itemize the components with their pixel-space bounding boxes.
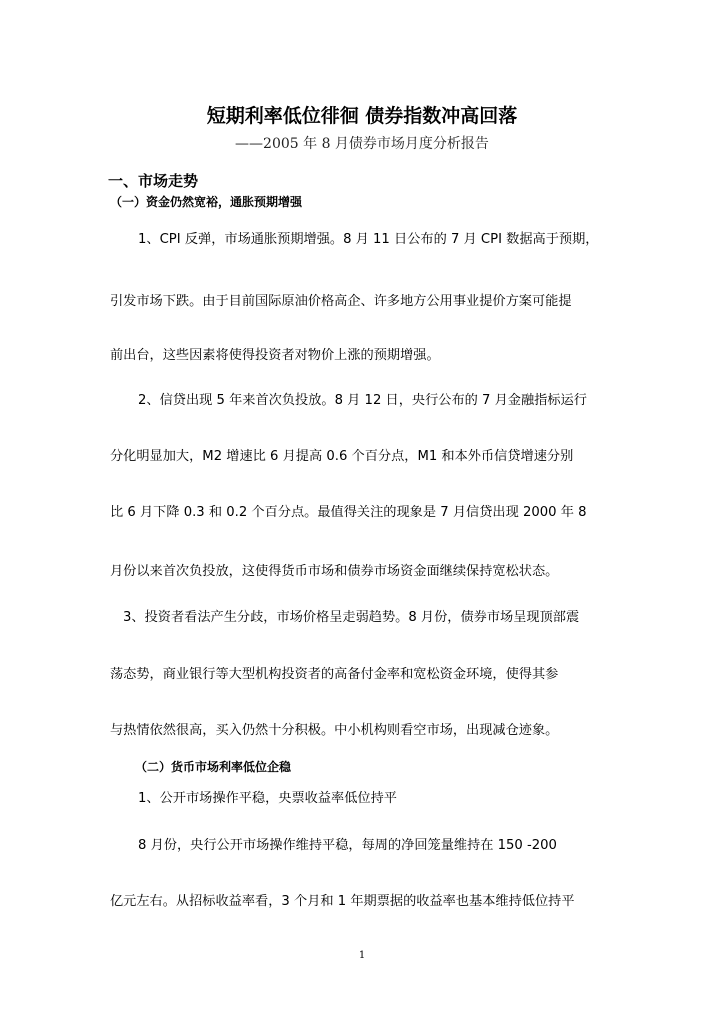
document-title: 短期利率低位徘徊 债券指数冲高回落 bbox=[206, 105, 518, 127]
paragraph-line: 月份以来首次负投放，这使得货币市场和债券市场资金面继续保持宽松状态。 bbox=[110, 564, 559, 579]
paragraph-line: 1、CPI 反弹，市场通胀预期增强。8 月 11 日公布的 7 月 CPI 数据高于预期， bbox=[138, 232, 599, 247]
paragraph-line: 亿元左右。从招标收益率看，3 个月和 1 年期票据的收益率也基本维持低位持平 bbox=[110, 894, 575, 909]
subsection-heading-money-market: （二）货币市场利率低位企稳 bbox=[135, 760, 292, 774]
paragraph-line: 2、信贷出现 5 年来首次负投放。8 月 12 日，央行公布的 7 月金融指标运行 bbox=[138, 393, 587, 408]
page-number: 1 bbox=[358, 950, 366, 961]
paragraph-line: 3、投资者看法产生分歧，市场价格呈走弱趋势。8 月份，债券市场呈现顶部震 bbox=[123, 610, 580, 625]
paragraph-line: 荡态势，商业银行等大型机构投资者的高备付金率和宽松资金环境，使得其参 bbox=[110, 667, 559, 682]
section-heading-market-trend: 一、市场走势 bbox=[108, 172, 199, 190]
paragraph-line: 8 月份，央行公开市场操作维持平稳，每周的净回笼量维持在 150 -200 bbox=[138, 838, 557, 853]
paragraph-line: 与热情依然很高，买入仍然十分积极。中小机构则看空市场，出现减仓迹象。 bbox=[110, 723, 559, 738]
paragraph-line: 分化明显加大，M2 增速比 6 月提高 0.6 个百分点，M1 和本外币信贷增速分别 bbox=[110, 449, 574, 464]
paragraph-line: 1、公开市场操作平稳，央票收益率低位持平 bbox=[138, 791, 397, 806]
paragraph-line: 前出台，这些因素将使得投资者对物价上涨的预期增强。 bbox=[110, 348, 440, 363]
paragraph-line: 引发市场下跌。由于目前国际原油价格高企、许多地方公用事业提价方案可能提 bbox=[110, 294, 572, 309]
subsection-heading-funds: （一）资金仍然宽裕，通胀预期增强 bbox=[110, 195, 303, 209]
paragraph-line: 比 6 月下降 0.3 和 0.2 个百分点。最值得关注的现象是 7 月信贷出现 2000 年 8 bbox=[110, 505, 587, 520]
document-subtitle: ——2005 年 8 月债券市场月度分析报告 bbox=[235, 136, 489, 152]
